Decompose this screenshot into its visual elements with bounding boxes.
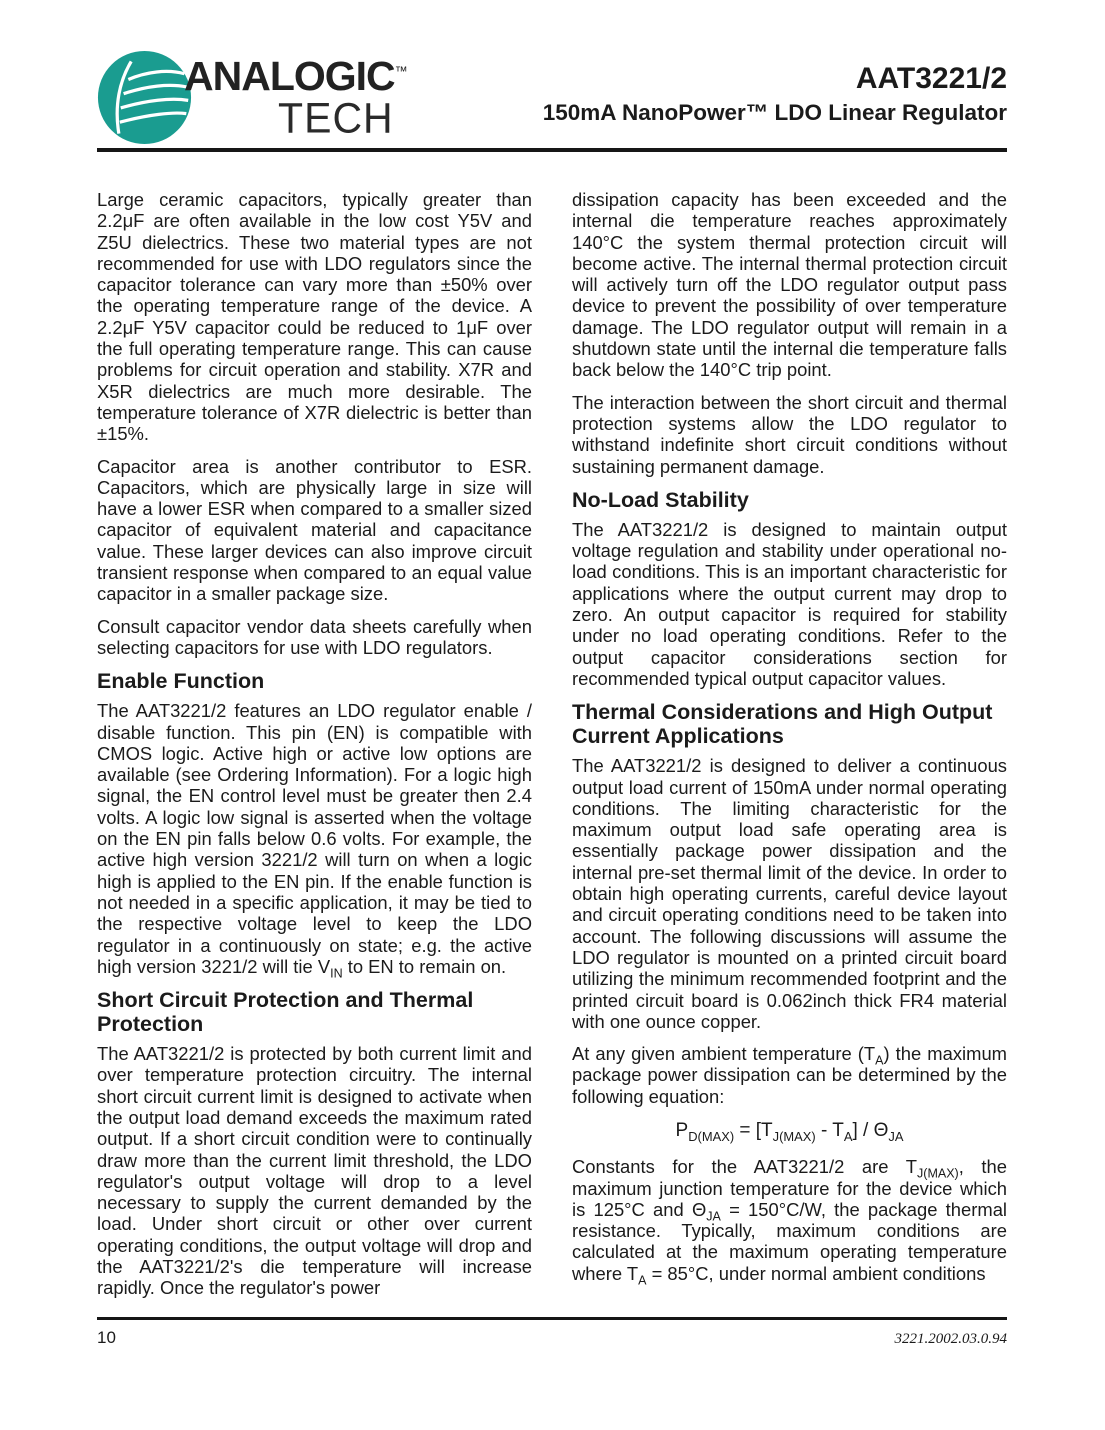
- part-number: AAT3221/2: [855, 62, 1007, 95]
- section-heading: Enable Function: [97, 669, 265, 694]
- paragraph: The AAT3221/2 is designed to maintain output voltage regulation and stability under operational no-load conditions. This is an important characteristic for applications where the output current may drop to zero. An output capacitor is required for stability under no load operating conditions. Refer to the output capacitor considerations section for recommended typical output capacitor values.: [572, 518, 1007, 689]
- paragraph: Large ceramic capacitors, typically greater than 2.2μF are often available in the low cost Y5V and Z5U dielectrics. These two material types are not recommended for use with LDO regulators since the capacitor tolerance can vary more than ±50% over the operating temperature range of the device. A 2.2μF Y5V capacitor could be reduced to 1μF over the full operating temperature range. This can cause problems for circuit operation and stability. X7R and X5R dielectrics are much more desirable. The temperature tolerance of X7R dielectric is better than ±15%.: [97, 189, 532, 445]
- header-divider: [97, 148, 1007, 152]
- trademark-symbol: ™: [394, 63, 408, 79]
- left-column: [97, 189, 532, 1310]
- paragraph: Capacitor area is another contributor to ESR. Capacitors, which are physically large in size will have a lower ESR when compared to a smaller sized capacitor of equivalent material and capacitance value. These larger devices can also improve circuit transient response when compared to an equal value capacitor in a smaller package size.: [97, 455, 532, 605]
- title-block: [543, 62, 1007, 125]
- paragraph: Constants for the AAT3221/2 are $T_{J(MAX)}$, the maximum junction temperature for the device which is 125°C and $\Theta_{JA} = 150^\circ C/W$, the package thermal resistance. Typically, maximum conditions are calculated at the maximum operating temperature where $T_A = 85^\circ C$, under normal ambient conditions: [572, 1156, 1008, 1288]
- company-logo: [97, 50, 408, 145]
- footer-divider: [97, 1317, 1007, 1320]
- page-footer: [97, 1328, 1007, 1348]
- brand-name-top: ANALOGIC™: [184, 53, 408, 99]
- paragraph: The AAT3221/2 features an LDO regulator enable / disable function. This pin (EN) is compatible with CMOS logic. Active high or active low options are available (see Ordering Information). For a logic high signal, the EN control level must be greater then 2.4 volts. A logic low signal is asserted when the voltage on the EN pin falls below 0.6 volts. For example, the active high version 3221/2 will turn on when a logic high is applied to the EN pin. If the enable function is not needed in a specific application, it may be tied to the respective voltage level to keep the LDO regulator in a continuously on state; e.g. the active high version 3221/2 will tie $V_{IN}$ to EN to remain on.: [97, 700, 532, 981]
- equation: $P_{D(MAX)} = [T_{J(MAX)} - T_A] / \Theta_{JA}$: [675, 1119, 904, 1144]
- brand-name-bottom: TECH: [278, 93, 394, 143]
- doc-revision-code: 3221.2002.03.0.94: [894, 1331, 1007, 1347]
- section-heading: No-Load Stability: [572, 487, 749, 512]
- paragraph: dissipation capacity has been exceeded and the internal die temperature reaches approximately 140°C the system thermal protection circuit will become active. The internal thermal protection circuit will actively turn off the LDO regulator output pass device to prevent the possibility of over temperature damage. The LDO regulator output will remain in a shutdown state until the internal die temperature falls back below the 140°C trip point.: [572, 189, 1007, 381]
- paragraph: The AAT3221/2 is protected by both current limit and over temperature protection circuitry. The internal short circuit current limit is designed to activate when the output load demand exceeds the maximum rated output. If a short circuit condition were to continually draw more than the current limit threshold, the LDO regulator's output voltage will drop to a level necessary to supply the current demanded by the load. Under short circuit or other over current operating conditions, the output voltage will drop and the AAT3221/2's die temperature will increase rapidly. Once the regulator's power: [97, 1043, 532, 1299]
- body-columns: [97, 189, 1007, 1310]
- paragraph: At any given ambient temperature $(T_A)$ the maximum package power dissipation can be determined by the following equation:: [572, 1043, 1007, 1107]
- leaf-fan-circle-icon: [97, 50, 192, 145]
- document-subtitle: 150mA NanoPower™ LDO Linear Regulator: [542, 99, 1007, 125]
- section-heading: Thermal Considerations and High Output Current Applications: [572, 700, 993, 749]
- paragraph: The interaction between the short circuit and thermal protection systems allow the LDO regulator to withstand indefinite short circuit conditions without sustaining permanent damage.: [572, 391, 1007, 477]
- page-number: 10: [97, 1328, 116, 1347]
- page-header: [97, 50, 1007, 148]
- paragraph: The AAT3221/2 is designed to deliver a continuous output load current of 150mA under normal operating conditions. The limiting characteristic for the maximum output load safe operating area is essentially package power dissipation and the internal pre-set thermal limit of the device. In order to obtain high operating currents, careful device layout and circuit operating conditions need to be taken into account. The following discussions will assume the LDO regulator is mounted on a printed circuit board utilizing the minimum recommended footprint and the printed circuit board is 0.062inch thick FR4 material with one ounce copper.: [572, 755, 1007, 1032]
- paragraph: Consult capacitor vendor data sheets carefully when selecting capacitors for use with LDO regulators.: [97, 615, 532, 658]
- section-heading: Short Circuit Protection and Thermal Protection: [97, 988, 474, 1037]
- logo-text: [184, 53, 408, 143]
- right-column: [572, 189, 1007, 1310]
